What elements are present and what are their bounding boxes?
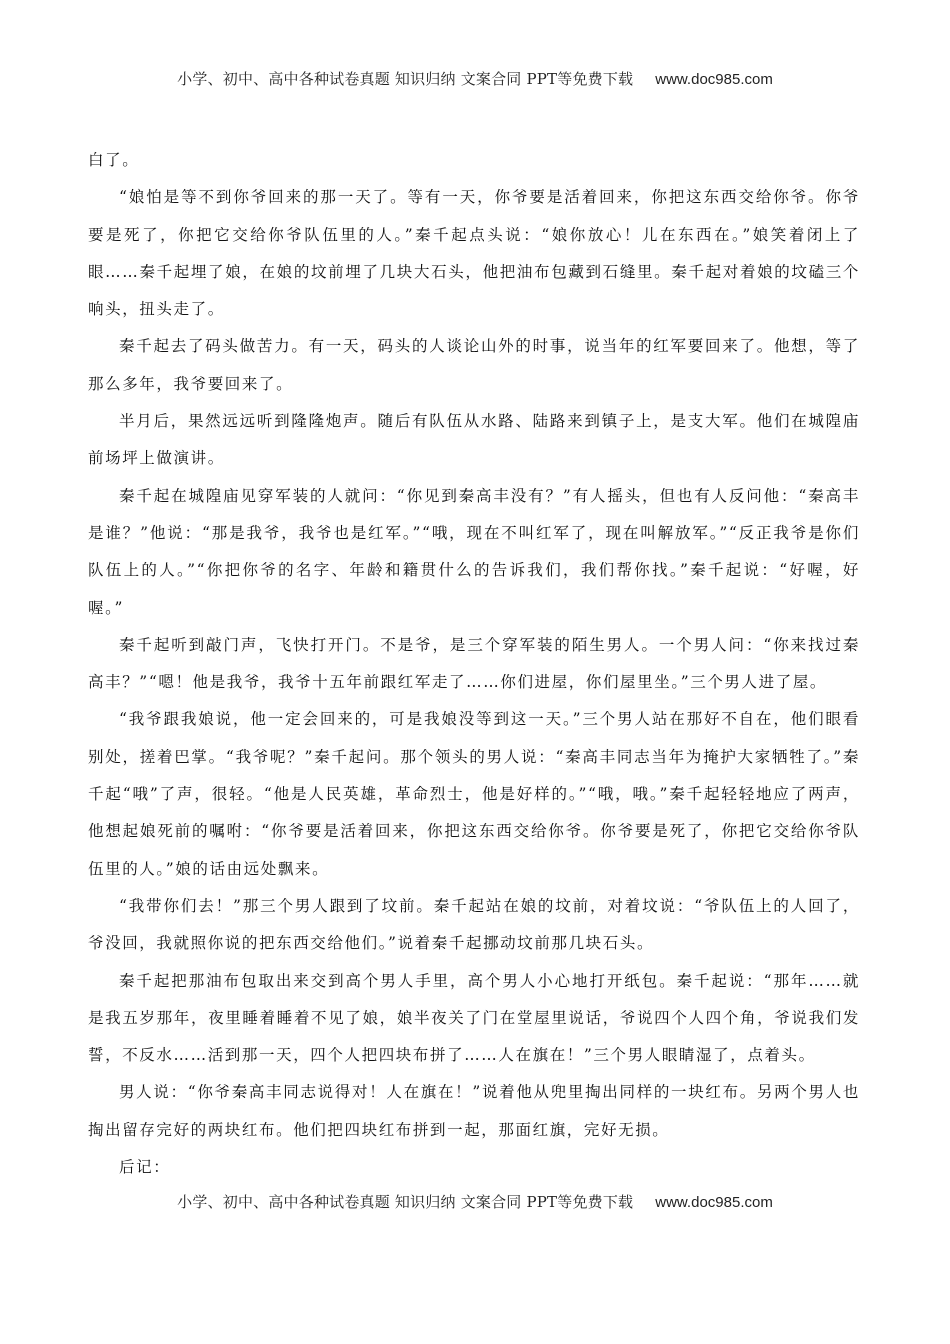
paragraph: 白了。: [88, 151, 140, 169]
paragraph: “我带你们去！”那三个男人跟到了坟前。秦千起站在娘的坟前，对着坟说：“爷队伍上的人回了，爷没回，我就照你说的把东西交给他们。”说着秦千起挪动坟前那几块石头。: [88, 896, 860, 953]
story-body: [88, 142, 860, 1186]
header-text: 小学、初中、高中各种试卷真题 知识归纳 文案合同 PPT等免费下载: [177, 70, 634, 88]
paragraph: 秦千起听到敲门声，飞快打开门。不是爷，是三个穿军装的陌生男人。一个男人问：“你来找过秦高丰？”“嗯！他是我爷，我爷十五年前跟红军走了……你们进屋，你们屋里坐。”三个男人进了屋。: [88, 635, 860, 692]
footer-url-link[interactable]: www.doc985.com: [655, 1194, 773, 1211]
page-header: [0, 69, 950, 90]
paragraph: 秦千起把那油布包取出来交到高个男人手里，高个男人小心地打开纸包。秦千起说：“那年……就是我五岁那年，夜里睡着睡着不见了娘，娘半夜关了门在堂屋里说话，爷说四个人四个角，爷说我们发誓，不反水……活到那一天，四个人把四块布拼了……人在旗在！”三个男人眼睛湿了，点着头。: [88, 971, 860, 1065]
paragraph: 秦千起去了码头做苦力。有一天，码头的人谈论山外的时事，说当年的红军要回来了。他想，等了那么多年，我爷要回来了。: [88, 337, 860, 393]
header-url-link[interactable]: www.doc985.com: [655, 71, 773, 88]
section-heading-postscript: 后记：: [119, 1158, 171, 1177]
paragraph: 秦千起在城隍庙见穿军装的人就问：“你见到秦高丰没有？”有人摇头，但也有人反问他：“秦高丰是谁？”他说：“那是我爷，我爷也是红军。”“哦，现在不叫红军了，现在叫解放军。”“反正我爷是你们队伍上的人。”“你把你爷的名字、年龄和籍贯什么的告诉我们，我们帮你找。”秦千起说：“好喔，好喔。”: [88, 486, 860, 617]
paragraph: 男人说：“你爷秦高丰同志说得对！人在旗在！”说着他从兜里掏出同样的一块红布。另两个男人也掏出留存完好的两块红布。他们把四块红布拼到一起，那面红旗，完好无损。: [88, 1083, 860, 1139]
paragraph: 半月后，果然远远听到隆隆炮声。随后有队伍从水路、陆路来到镇子上，是支大军。他们在城隍庙前场坪上做演讲。: [88, 412, 860, 468]
paragraph: “娘怕是等不到你爷回来的那一天了。等有一天，你爷要是活着回来，你把这东西交给你爷。你爷要是死了，你把它交给你爷队伍里的人。”秦千起点头说：“娘你放心！儿在东西在。”娘笑着闭上了眼……秦千起埋了娘，在娘的坟前埋了几块大石头，他把油布包藏到石缝里。秦千起对着娘的坟磕三个响头，扭头走了。: [88, 188, 860, 319]
footer-text: 小学、初中、高中各种试卷真题 知识归纳 文案合同 PPT等免费下载: [177, 1193, 634, 1211]
page-footer: [0, 1192, 950, 1213]
paragraph: “我爷跟我娘说，他一定会回来的，可是我娘没等到这一天。”三个男人站在那好不自在，他们眼看别处，搓着巴掌。“我爷呢？”秦千起问。那个领头的男人说：“秦高丰同志当年为掩护大家牺牲了。”秦千起“哦”了声，很轻。“他是人民英雄，革命烈士，他是好样的。”“哦，哦。”秦千起轻轻地应了两声，他想起娘死前的嘱咐：“你爷要是活着回来，你把这东西交给你爷。你爷要是死了，你把它交给你爷队伍里的人。”娘的话由远处飘来。: [88, 710, 860, 878]
